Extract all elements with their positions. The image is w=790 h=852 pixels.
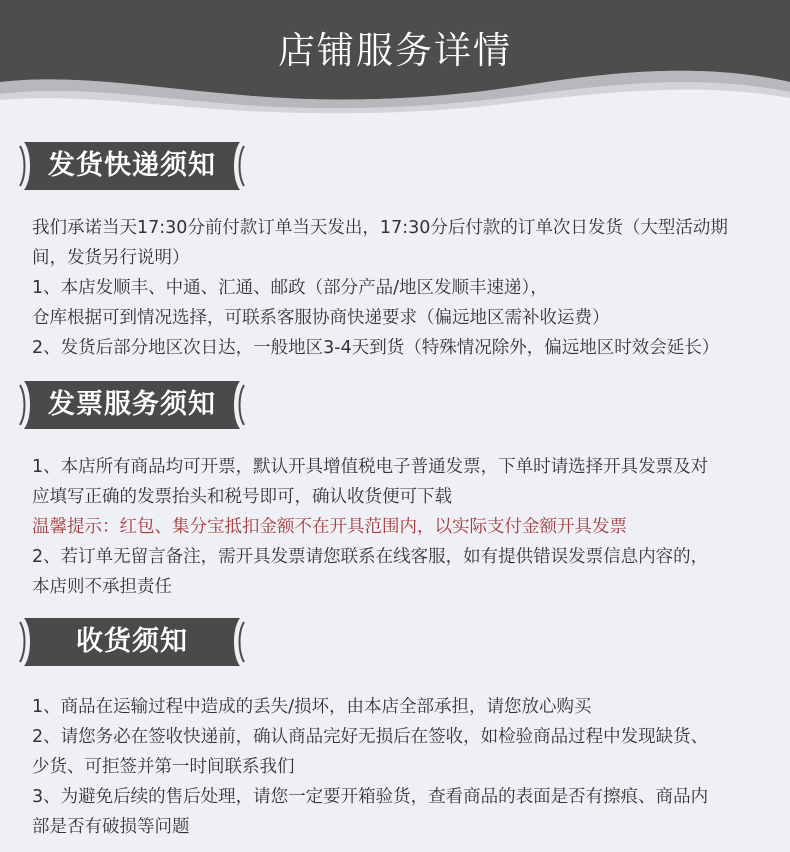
section-title: 发货快递须知 (48, 150, 216, 181)
section-body (32, 213, 752, 363)
body-line: 间，发货另行说明） (32, 248, 190, 268)
body-line: 少货、可拒签并第一时间联系我们 (32, 757, 295, 777)
section-badge (18, 616, 246, 668)
section-title: 收货须知 (76, 626, 188, 657)
header-banner (0, 0, 790, 115)
body-line: 我们承诺当天17:30分前付款订单当天发出，17:30分后付款的订单次日发货（大型活动期 (32, 218, 728, 238)
body-line: 本店则不承担责任 (32, 577, 172, 597)
section-body (32, 692, 752, 842)
body-line: 1、商品在运输过程中造成的丢失/损坏，由本店全部承担，请您放心购买 (32, 697, 592, 717)
body-line: 1、本店发顺丰、中通、汇通、邮政（部分产品/地区发顺丰速递）， (32, 278, 548, 298)
section-badge (18, 140, 246, 192)
body-line: 2、若订单无留言备注，需开具发票请您联系在线客服，如有提供错误发票信息内容的， (32, 547, 709, 567)
page-title: 店铺服务详情 (278, 29, 512, 72)
section-body (32, 452, 752, 602)
body-line: 仓库根据可到情况选择，可联系客服协商快递要求（偏远地区需补收运费） (32, 308, 610, 328)
body-line: 应填写正确的发票抬头和税号即可，确认收货便可下载 (32, 487, 452, 507)
body-line: 部是否有破损等问题 (32, 817, 190, 837)
body-line: 2、请您务必在签收快递前，确认商品完好无损后在签收，如检验商品过程中发现缺货、 (32, 727, 709, 747)
warm-tip-line: 温馨提示：红包、集分宝抵扣金额不在开具范围内，以实际支付金额开具发票 (32, 517, 627, 537)
section-badge (18, 379, 246, 431)
body-line: 3、为避免后续的售后处理，请您一定要开箱验货，查看商品的表面是否有擦痕、商品内 (32, 787, 709, 807)
body-line: 2、发货后部分地区次日达，一般地区3-4天到货（特殊情况除外，偏远地区时效会延长） (32, 338, 720, 358)
body-line: 1、本店所有商品均可开票，默认开具增值税电子普通发票，下单时请选择开具发票及对 (32, 457, 709, 477)
section-title: 发票服务须知 (48, 389, 216, 420)
